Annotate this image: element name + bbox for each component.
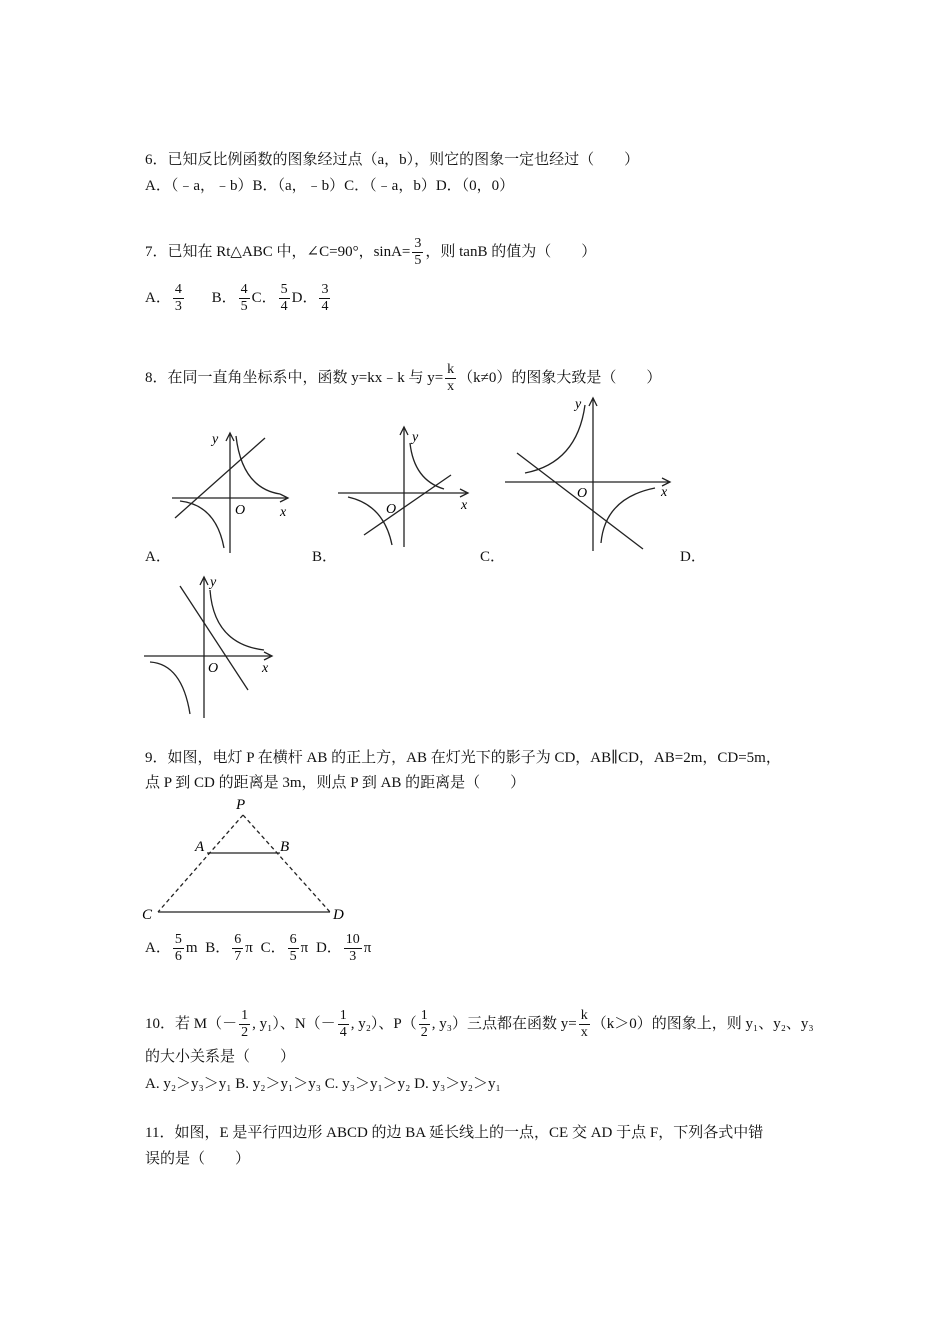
q9-options — [145, 932, 371, 965]
q10-part2: , y₁）、N（ — [252, 1015, 321, 1032]
q7-option-d-label: D． — [291, 289, 318, 306]
q8-stem-post: （k≠0）的图象大致是（ ） — [458, 369, 662, 386]
q9-option-c-unit: π — [300, 939, 309, 956]
q7-option-b-fraction: $\frac{4}{5}$ — [240, 282, 248, 314]
q7-option-b-label: B． — [211, 289, 237, 306]
q8-graph-c — [505, 393, 675, 553]
q9-option-a-unit: m — [185, 939, 198, 956]
q8-graph-a — [170, 428, 295, 553]
q11-stem-line1: 11．如图，E 是平行四边形 ABCD 的边 BA 延长线上的一点，CE 交 AD 于点 F，下列各式中错 — [145, 1125, 764, 1141]
q9-point-d: D — [333, 907, 344, 923]
q10-part4: , y₃）三点都在函数 y= — [431, 1015, 577, 1032]
q9-point-c: C — [142, 907, 153, 923]
q10-p-fraction: $\frac{1}{2}$ — [420, 1008, 428, 1040]
q9-stem-line1: 9．如图，电灯 P 在横杆 AB 的正上方，AB 在灯光下的影子为 CD，AB∥CD，AB=2m，CD=5m， — [145, 750, 781, 766]
q10-m-fraction: $\frac{1}{2}$ — [241, 1008, 249, 1040]
q7-stem — [145, 236, 596, 269]
q8-b-origin-label: O — [386, 502, 397, 517]
q9-point-p: P — [236, 797, 246, 813]
q9-option-d-fraction: $\frac{10}{3}$ — [345, 932, 360, 964]
q9-option-a-label: A． — [145, 939, 171, 956]
q9-option-c-fraction: $\frac{6}{5}$ — [289, 932, 297, 964]
q8-c-y-label: y — [575, 397, 582, 412]
q8-stem-pre: 8．在同一直角坐标系中，函数 y=kx﹣k 与 y= — [145, 369, 444, 386]
q7-stem-pre: 7．已知在 Rt△ABC 中，∠C=90°，sinA= — [145, 243, 411, 260]
q9-lamp-diagram — [140, 795, 355, 925]
q8-a-x-label: x — [280, 505, 287, 520]
q8-function-fraction: $\frac{k}{x}$ — [447, 362, 455, 394]
q8-b-x-label: x — [461, 498, 468, 513]
q8-a-origin-label: O — [235, 503, 246, 518]
q8-option-b-label: B． — [312, 549, 338, 565]
q9-option-b-label: B． — [205, 939, 231, 956]
q7-option-c-label: C． — [251, 289, 277, 306]
q8-a-y-label: y — [212, 432, 219, 447]
q8-option-a-label: A． — [145, 549, 171, 565]
q8-d-y-label: y — [210, 575, 217, 590]
q9-stem-line2: 点 P 到 CD 的距离是 3m，则点 P 到 AB 的距离是（ ） — [145, 775, 526, 791]
q10-m-sign: － — [222, 1015, 238, 1032]
q8-stem — [145, 362, 661, 395]
q10-part5: （k＞0）的图象上，则 y₁、y₂、y₃ — [591, 1015, 814, 1032]
q8-graph-d — [142, 572, 282, 720]
q10-part3: , y₂）、P（ — [350, 1015, 417, 1032]
q9-option-d-unit: π — [363, 939, 372, 956]
q7-options — [145, 282, 332, 315]
q8-d-x-label: x — [262, 661, 269, 676]
q7-option-a-fraction: $\frac{4}{3}$ — [174, 282, 182, 314]
q7-sin-fraction: $\frac{3}{5}$ — [414, 236, 422, 268]
q7-stem-post: ，则 tanB 的值为（ ） — [425, 243, 597, 260]
q8-graph-b — [336, 425, 476, 550]
q10-stem-line1 — [145, 1008, 814, 1041]
q11-stem-line2: 误的是（ ） — [145, 1151, 251, 1167]
q8-d-origin-label: O — [208, 661, 219, 676]
q7-option-c-fraction: $\frac{5}{4}$ — [280, 282, 288, 314]
q8-c-x-label: x — [661, 485, 668, 500]
q10-part1: 10．若 M（ — [145, 1015, 223, 1032]
q9-option-b-fraction: $\frac{6}{7}$ — [234, 932, 242, 964]
q9-point-a: A — [195, 839, 205, 855]
q9-option-b-unit: π — [245, 939, 253, 956]
q9-point-b: B — [280, 839, 290, 855]
q10-stem-line2: 的大小关系是（ ） — [145, 1049, 296, 1065]
q6-options: A．（﹣a，﹣b）B．（a，﹣b）C．（﹣a，b）D．（0，0） — [145, 178, 515, 194]
q8-option-c-label: C． — [480, 549, 506, 565]
q8-b-y-label: y — [412, 430, 419, 445]
q9-option-d-label: D． — [315, 939, 342, 956]
q10-n-sign: － — [320, 1015, 336, 1032]
q9-option-c-label: C． — [260, 939, 286, 956]
q7-option-d-fraction: $\frac{3}{4}$ — [321, 282, 329, 314]
q10-options: A. y₂＞y₃＞y₁ B. y₂＞y₁＞y₃ C. y₃＞y₁＞y₂ D. y₃＞y₂＞y₁ — [145, 1076, 501, 1092]
q8-c-origin-label: O — [577, 486, 588, 501]
q10-n-fraction: $\frac{1}{4}$ — [339, 1008, 347, 1040]
q9-option-a-fraction: $\frac{5}{6}$ — [174, 932, 182, 964]
q8-option-d-label: D． — [680, 549, 706, 565]
q7-option-a-label: A． — [145, 289, 171, 306]
q6-stem: 6．已知反比例函数的图象经过点（a，b），则它的图象一定也经过（ ） — [145, 152, 640, 168]
q10-function-fraction: $\frac{k}{x}$ — [580, 1008, 588, 1040]
